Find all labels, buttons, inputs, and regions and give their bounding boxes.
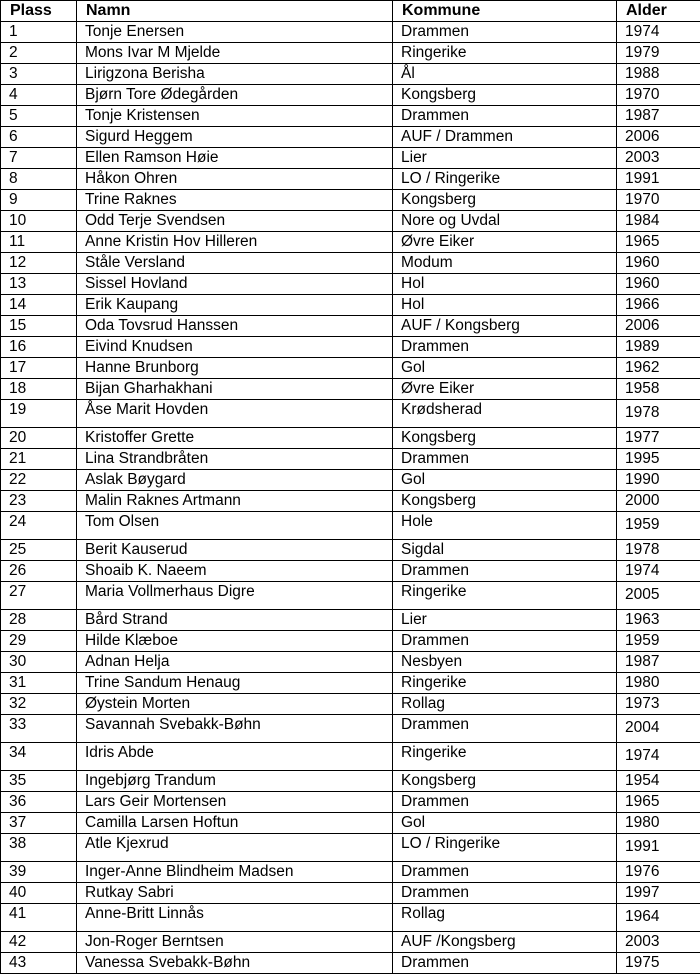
cell-namn: Lina Strandbråten [77, 449, 393, 470]
cell-namn: Åse Marit Hovden [77, 400, 393, 428]
cell-kommune: Drammen [393, 631, 617, 652]
cell-namn: Odd Terje Svendsen [77, 211, 393, 232]
cell-kommune: Hole [393, 512, 617, 540]
header-kommune: Kommune [393, 1, 617, 22]
cell-kommune: Drammen [393, 953, 617, 974]
cell-alder: 1965 [617, 232, 700, 253]
cell-alder: 1962 [617, 358, 700, 379]
cell-plass: 24 [1, 512, 77, 540]
table-row [1, 813, 700, 834]
cell-kommune: Drammen [393, 449, 617, 470]
table-row [1, 127, 700, 148]
table-header-row [1, 1, 700, 22]
cell-alder: 1976 [617, 862, 700, 883]
cell-kommune: Kongsberg [393, 190, 617, 211]
cell-namn: Shoaib K. Naeem [77, 561, 393, 582]
cell-namn: Tonje Enersen [77, 22, 393, 43]
table-row [1, 582, 700, 610]
cell-alder: 1991 [617, 169, 700, 190]
cell-plass: 15 [1, 316, 77, 337]
cell-namn: Anne Kristin Hov Hilleren [77, 232, 393, 253]
cell-kommune: Ringerike [393, 582, 617, 610]
cell-alder: 1987 [617, 652, 700, 673]
cell-kommune: Ringerike [393, 673, 617, 694]
cell-plass: 25 [1, 540, 77, 561]
cell-namn: Bjørn Tore Ødegården [77, 85, 393, 106]
cell-kommune: Hol [393, 274, 617, 295]
cell-plass: 32 [1, 694, 77, 715]
cell-kommune: Kongsberg [393, 428, 617, 449]
cell-alder: 1960 [617, 253, 700, 274]
cell-kommune: Kongsberg [393, 491, 617, 512]
cell-plass: 26 [1, 561, 77, 582]
cell-plass: 5 [1, 106, 77, 127]
header-namn: Namn [77, 1, 393, 22]
table-row [1, 22, 700, 43]
table-row [1, 106, 700, 127]
cell-alder: 2006 [617, 316, 700, 337]
cell-kommune: Ål [393, 64, 617, 85]
cell-plass: 12 [1, 253, 77, 274]
cell-namn: Hanne Brunborg [77, 358, 393, 379]
cell-alder: 1970 [617, 190, 700, 211]
cell-alder: 1974 [617, 743, 700, 771]
cell-plass: 9 [1, 190, 77, 211]
cell-plass: 33 [1, 715, 77, 743]
cell-plass: 27 [1, 582, 77, 610]
cell-plass: 28 [1, 610, 77, 631]
cell-plass: 41 [1, 904, 77, 932]
cell-alder: 1997 [617, 883, 700, 904]
cell-kommune: Drammen [393, 792, 617, 813]
table-row [1, 148, 700, 169]
cell-kommune: Øvre Eiker [393, 379, 617, 400]
cell-alder: 1973 [617, 694, 700, 715]
table-row [1, 43, 700, 64]
cell-plass: 40 [1, 883, 77, 904]
table-row [1, 470, 700, 491]
cell-namn: Berit Kauserud [77, 540, 393, 561]
table-body [1, 22, 700, 974]
cell-namn: Camilla Larsen Hoftun [77, 813, 393, 834]
cell-namn: Tonje Kristensen [77, 106, 393, 127]
cell-kommune: Drammen [393, 862, 617, 883]
cell-alder: 1977 [617, 428, 700, 449]
cell-plass: 17 [1, 358, 77, 379]
cell-plass: 14 [1, 295, 77, 316]
table-row [1, 400, 700, 428]
cell-alder: 1966 [617, 295, 700, 316]
cell-alder: 1989 [617, 337, 700, 358]
cell-namn: Håkon Ohren [77, 169, 393, 190]
table-row [1, 428, 700, 449]
cell-alder: 1963 [617, 610, 700, 631]
table-row [1, 379, 700, 400]
cell-plass: 29 [1, 631, 77, 652]
table-row [1, 694, 700, 715]
cell-alder: 1965 [617, 792, 700, 813]
cell-alder: 1980 [617, 673, 700, 694]
cell-kommune: Lier [393, 148, 617, 169]
cell-kommune: Nesbyen [393, 652, 617, 673]
cell-namn: Ståle Versland [77, 253, 393, 274]
cell-plass: 13 [1, 274, 77, 295]
cell-namn: Aslak Bøygard [77, 470, 393, 491]
cell-namn: Trine Raknes [77, 190, 393, 211]
cell-namn: Lirigzona Berisha [77, 64, 393, 85]
cell-plass: 37 [1, 813, 77, 834]
cell-plass: 7 [1, 148, 77, 169]
cell-alder: 2004 [617, 715, 700, 743]
cell-kommune: Modum [393, 253, 617, 274]
cell-plass: 34 [1, 743, 77, 771]
table-row [1, 85, 700, 106]
cell-alder: 1988 [617, 64, 700, 85]
table-row [1, 862, 700, 883]
cell-namn: Tom Olsen [77, 512, 393, 540]
cell-namn: Bård Strand [77, 610, 393, 631]
cell-plass: 38 [1, 834, 77, 862]
cell-kommune: Rollag [393, 694, 617, 715]
cell-alder: 1979 [617, 43, 700, 64]
cell-namn: Sigurd Heggem [77, 127, 393, 148]
header-plass: Plass [1, 1, 77, 22]
cell-plass: 43 [1, 953, 77, 974]
cell-plass: 20 [1, 428, 77, 449]
cell-namn: Kristoffer Grette [77, 428, 393, 449]
cell-namn: Savannah Svebakk-Bøhn [77, 715, 393, 743]
cell-alder: 2003 [617, 932, 700, 953]
cell-kommune: Kongsberg [393, 771, 617, 792]
cell-kommune: Drammen [393, 715, 617, 743]
table-row [1, 792, 700, 813]
cell-namn: Trine Sandum Henaug [77, 673, 393, 694]
cell-alder: 1980 [617, 813, 700, 834]
cell-alder: 2006 [617, 127, 700, 148]
cell-namn: Jon-Roger Berntsen [77, 932, 393, 953]
cell-namn: Ingebjørg Trandum [77, 771, 393, 792]
table-row [1, 512, 700, 540]
cell-alder: 2005 [617, 582, 700, 610]
cell-plass: 4 [1, 85, 77, 106]
cell-kommune: AUF /Kongsberg [393, 932, 617, 953]
table-row [1, 834, 700, 862]
cell-alder: 1960 [617, 274, 700, 295]
cell-alder: 1959 [617, 512, 700, 540]
cell-kommune: Kongsberg [393, 85, 617, 106]
cell-alder: 2003 [617, 148, 700, 169]
cell-plass: 22 [1, 470, 77, 491]
cell-namn: Erik Kaupang [77, 295, 393, 316]
header-alder: Alder [617, 1, 700, 22]
cell-alder: 1990 [617, 470, 700, 491]
cell-plass: 19 [1, 400, 77, 428]
cell-namn: Sissel Hovland [77, 274, 393, 295]
cell-kommune: Krødsherad [393, 400, 617, 428]
table-row [1, 540, 700, 561]
cell-namn: Hilde Klæboe [77, 631, 393, 652]
table-row [1, 169, 700, 190]
cell-kommune: Hol [393, 295, 617, 316]
cell-namn: Lars Geir Mortensen [77, 792, 393, 813]
cell-alder: 1964 [617, 904, 700, 932]
cell-namn: Bijan Gharhakhani [77, 379, 393, 400]
cell-plass: 36 [1, 792, 77, 813]
cell-alder: 1974 [617, 561, 700, 582]
cell-alder: 1975 [617, 953, 700, 974]
cell-namn: Maria Vollmerhaus Digre [77, 582, 393, 610]
table-row [1, 932, 700, 953]
cell-kommune: Rollag [393, 904, 617, 932]
table-row [1, 743, 700, 771]
table-row [1, 190, 700, 211]
table-row [1, 561, 700, 582]
table-row [1, 673, 700, 694]
cell-alder: 1995 [617, 449, 700, 470]
table-row [1, 337, 700, 358]
cell-kommune: Nore og Uvdal [393, 211, 617, 232]
cell-alder: 1958 [617, 379, 700, 400]
cell-plass: 23 [1, 491, 77, 512]
cell-kommune: Drammen [393, 106, 617, 127]
cell-kommune: Øvre Eiker [393, 232, 617, 253]
cell-alder: 1991 [617, 834, 700, 862]
cell-alder: 1974 [617, 22, 700, 43]
cell-namn: Eivind Knudsen [77, 337, 393, 358]
table-row [1, 64, 700, 85]
table-row [1, 715, 700, 743]
cell-alder: 1978 [617, 540, 700, 561]
cell-kommune: Ringerike [393, 743, 617, 771]
cell-kommune: Sigdal [393, 540, 617, 561]
table-row [1, 491, 700, 512]
cell-plass: 18 [1, 379, 77, 400]
cell-kommune: Drammen [393, 883, 617, 904]
table-row [1, 358, 700, 379]
cell-namn: Mons Ivar M Mjelde [77, 43, 393, 64]
cell-kommune: Drammen [393, 22, 617, 43]
table-row [1, 771, 700, 792]
cell-plass: 11 [1, 232, 77, 253]
cell-plass: 1 [1, 22, 77, 43]
cell-plass: 10 [1, 211, 77, 232]
table-row [1, 274, 700, 295]
cell-alder: 1959 [617, 631, 700, 652]
cell-plass: 16 [1, 337, 77, 358]
table-row [1, 316, 700, 337]
cell-namn: Idris Abde [77, 743, 393, 771]
cell-plass: 6 [1, 127, 77, 148]
cell-alder: 2000 [617, 491, 700, 512]
cell-namn: Inger-Anne Blindheim Madsen [77, 862, 393, 883]
table-row [1, 211, 700, 232]
cell-kommune: LO / Ringerike [393, 169, 617, 190]
table-row [1, 449, 700, 470]
cell-plass: 31 [1, 673, 77, 694]
cell-plass: 39 [1, 862, 77, 883]
cell-namn: Ellen Ramson Høie [77, 148, 393, 169]
cell-plass: 2 [1, 43, 77, 64]
table-row [1, 883, 700, 904]
cell-kommune: Drammen [393, 337, 617, 358]
table-row [1, 295, 700, 316]
cell-plass: 30 [1, 652, 77, 673]
cell-namn: Rutkay Sabri [77, 883, 393, 904]
cell-kommune: Lier [393, 610, 617, 631]
table-row [1, 652, 700, 673]
table-row [1, 631, 700, 652]
cell-alder: 1954 [617, 771, 700, 792]
cell-alder: 1978 [617, 400, 700, 428]
cell-plass: 35 [1, 771, 77, 792]
cell-namn: Vanessa Svebakk-Bøhn [77, 953, 393, 974]
cell-plass: 8 [1, 169, 77, 190]
cell-kommune: Gol [393, 358, 617, 379]
cell-plass: 42 [1, 932, 77, 953]
cell-kommune: Ringerike [393, 43, 617, 64]
table-row [1, 253, 700, 274]
cell-kommune: AUF / Kongsberg [393, 316, 617, 337]
cell-plass: 21 [1, 449, 77, 470]
cell-kommune: LO / Ringerike [393, 834, 617, 862]
cell-kommune: Gol [393, 470, 617, 491]
cell-kommune: Drammen [393, 561, 617, 582]
cell-kommune: AUF / Drammen [393, 127, 617, 148]
cell-alder: 1987 [617, 106, 700, 127]
cell-namn: Adnan Helja [77, 652, 393, 673]
cell-alder: 1984 [617, 211, 700, 232]
table-row [1, 232, 700, 253]
cell-namn: Atle Kjexrud [77, 834, 393, 862]
cell-namn: Øystein Morten [77, 694, 393, 715]
cell-namn: Oda Tovsrud Hanssen [77, 316, 393, 337]
table-row [1, 953, 700, 974]
cell-kommune: Gol [393, 813, 617, 834]
table-row [1, 610, 700, 631]
cell-namn: Malin Raknes Artmann [77, 491, 393, 512]
cell-plass: 3 [1, 64, 77, 85]
cell-alder: 1970 [617, 85, 700, 106]
table-row [1, 904, 700, 932]
cell-namn: Anne-Britt Linnås [77, 904, 393, 932]
